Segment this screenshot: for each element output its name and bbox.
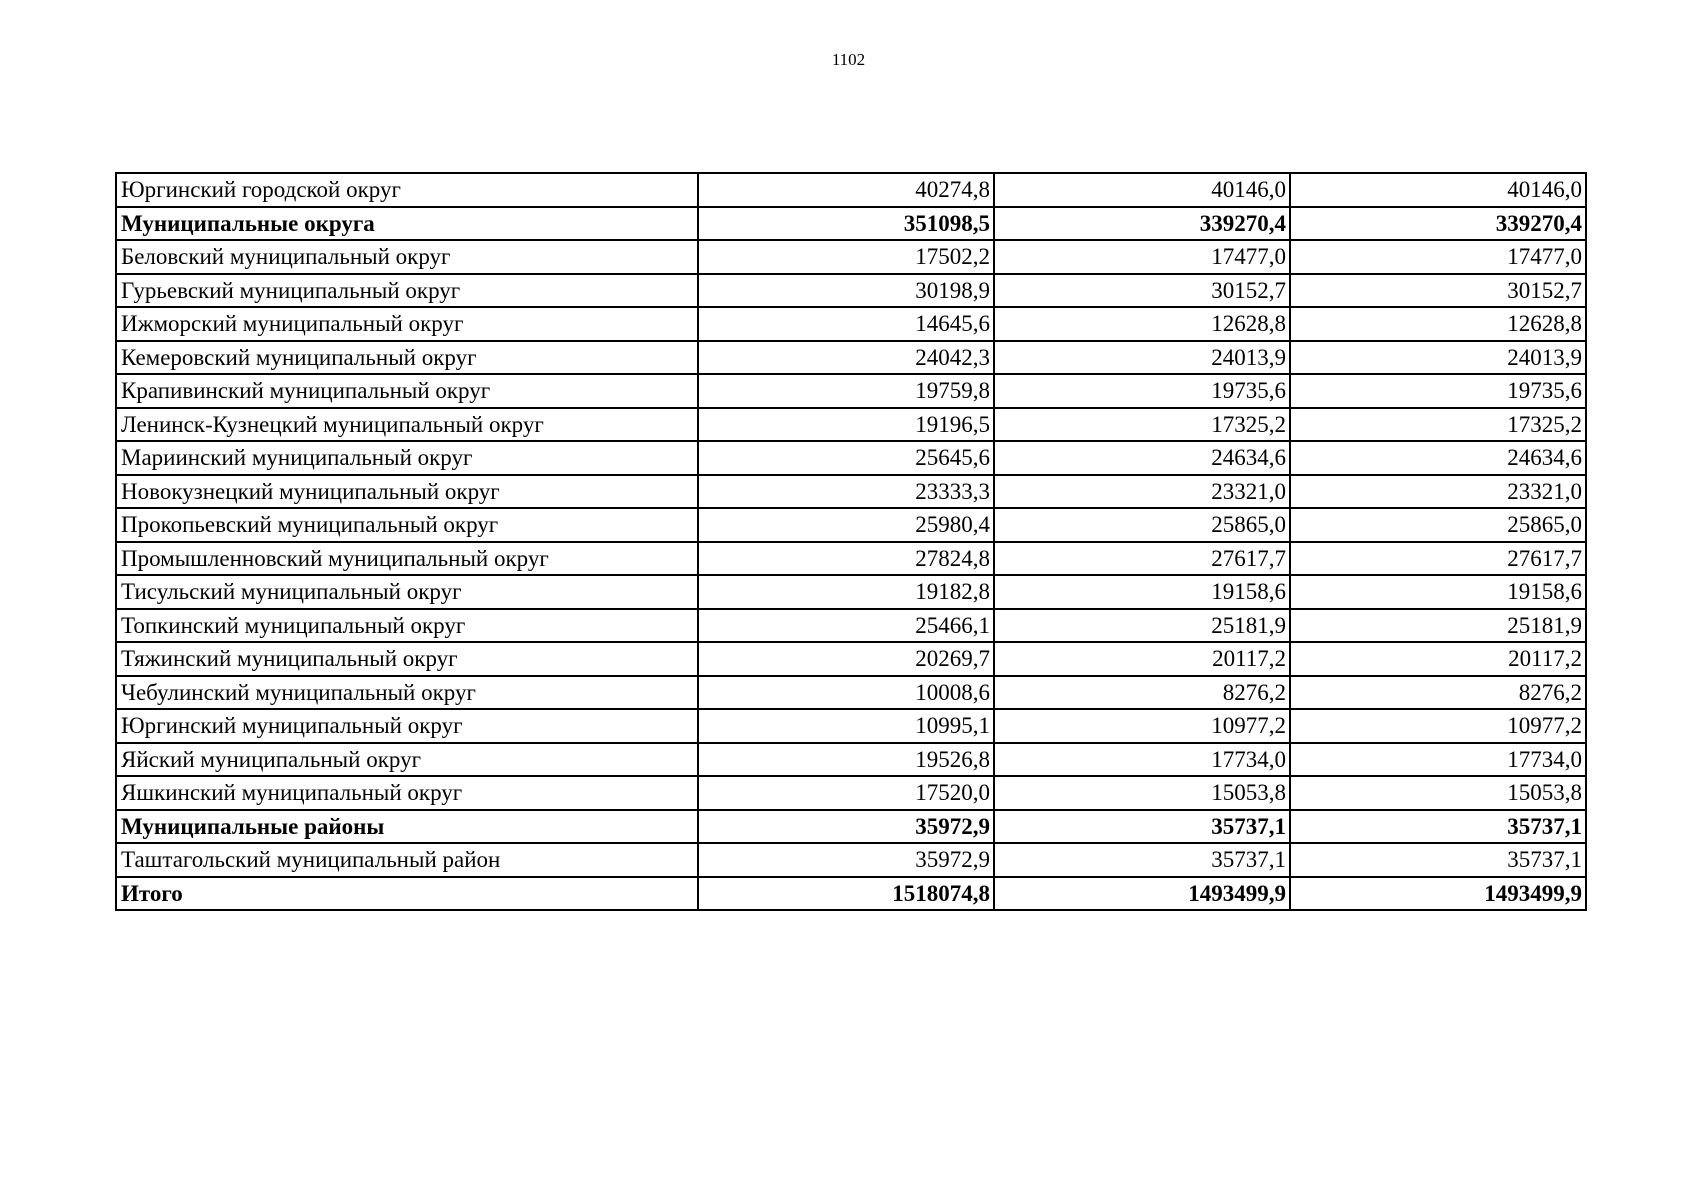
row-name-cell: Новокузнецкий муниципальный округ [116,475,698,509]
row-value-3-cell: 24634,6 [1290,441,1586,475]
row-value-2-cell: 339270,4 [994,207,1290,241]
row-value-2-cell: 10977,2 [994,709,1290,743]
row-value-3-cell: 15053,8 [1290,776,1586,810]
row-value-3-cell: 12628,8 [1290,307,1586,341]
row-value-2-cell: 25865,0 [994,508,1290,542]
table-row-subtotal [116,810,1586,844]
row-value-2-cell: 12628,8 [994,307,1290,341]
table-row [116,609,1586,643]
row-value-2-cell: 24013,9 [994,341,1290,375]
row-name-cell: Муниципальные округа [116,207,698,241]
row-value-1-cell: 19526,8 [698,743,994,777]
table-row [116,374,1586,408]
row-value-3-cell: 25865,0 [1290,508,1586,542]
row-value-3-cell: 17477,0 [1290,240,1586,274]
row-value-1-cell: 1518074,8 [698,877,994,911]
row-value-3-cell: 8276,2 [1290,676,1586,710]
row-value-2-cell: 17477,0 [994,240,1290,274]
row-value-3-cell: 339270,4 [1290,207,1586,241]
row-value-1-cell: 17520,0 [698,776,994,810]
row-name-cell: Прокопьевский муниципальный округ [116,508,698,542]
row-value-2-cell: 35737,1 [994,810,1290,844]
row-value-2-cell: 17734,0 [994,743,1290,777]
row-value-1-cell: 19196,5 [698,408,994,442]
row-value-2-cell: 17325,2 [994,408,1290,442]
table-row [116,709,1586,743]
row-value-3-cell: 40146,0 [1290,173,1586,207]
row-name-cell: Тисульский муниципальный округ [116,575,698,609]
row-value-1-cell: 19182,8 [698,575,994,609]
row-value-3-cell: 20117,2 [1290,642,1586,676]
row-value-1-cell: 19759,8 [698,374,994,408]
table-row-subtotal [116,207,1586,241]
row-value-2-cell: 20117,2 [994,642,1290,676]
row-name-cell: Беловский муниципальный округ [116,240,698,274]
row-name-cell: Чебулинский муниципальный округ [116,676,698,710]
row-value-2-cell: 1493499,9 [994,877,1290,911]
row-name-cell: Яшкинский муниципальный округ [116,776,698,810]
table-row [116,341,1586,375]
table-row [116,307,1586,341]
table-row-subtotal [116,877,1586,911]
table-row [116,441,1586,475]
row-value-3-cell: 10977,2 [1290,709,1586,743]
row-value-2-cell: 40146,0 [994,173,1290,207]
row-value-1-cell: 25980,4 [698,508,994,542]
row-name-cell: Яйский муниципальный округ [116,743,698,777]
row-value-2-cell: 25181,9 [994,609,1290,643]
page-number: 1102 [831,50,866,69]
row-value-3-cell: 25181,9 [1290,609,1586,643]
row-value-1-cell: 40274,8 [698,173,994,207]
row-value-2-cell: 23321,0 [994,475,1290,509]
budget-table [115,172,1587,911]
row-value-3-cell: 1493499,9 [1290,877,1586,911]
row-value-2-cell: 27617,7 [994,542,1290,576]
row-value-3-cell: 24013,9 [1290,341,1586,375]
table-row [116,542,1586,576]
row-name-cell: Тяжинский муниципальный округ [116,642,698,676]
row-value-1-cell: 10008,6 [698,676,994,710]
row-name-cell: Крапивинский муниципальный округ [116,374,698,408]
table-row [116,776,1586,810]
table-row [116,676,1586,710]
row-name-cell: Гурьевский муниципальный округ [116,274,698,308]
row-value-3-cell: 17734,0 [1290,743,1586,777]
row-name-cell: Муниципальные районы [116,810,698,844]
row-name-cell: Таштагольский муниципальный район [116,843,698,877]
table-row [116,475,1586,509]
row-value-3-cell: 35737,1 [1290,843,1586,877]
row-value-1-cell: 35972,9 [698,810,994,844]
row-name-cell: Ижморский муниципальный округ [116,307,698,341]
table-row [116,743,1586,777]
row-value-3-cell: 19158,6 [1290,575,1586,609]
row-value-2-cell: 35737,1 [994,843,1290,877]
row-value-1-cell: 25645,6 [698,441,994,475]
row-value-1-cell: 27824,8 [698,542,994,576]
row-name-cell: Промышленновский муниципальный округ [116,542,698,576]
row-value-1-cell: 25466,1 [698,609,994,643]
row-value-3-cell: 23321,0 [1290,475,1586,509]
table-row [116,508,1586,542]
row-value-2-cell: 24634,6 [994,441,1290,475]
row-value-1-cell: 30198,9 [698,274,994,308]
row-value-2-cell: 15053,8 [994,776,1290,810]
table-row [116,843,1586,877]
row-value-3-cell: 30152,7 [1290,274,1586,308]
table-row [116,642,1586,676]
row-name-cell: Юргинский городской округ [116,173,698,207]
row-value-1-cell: 17502,2 [698,240,994,274]
table-body [116,173,1586,910]
row-value-1-cell: 351098,5 [698,207,994,241]
row-value-3-cell: 27617,7 [1290,542,1586,576]
row-name-cell: Юргинский муниципальный округ [116,709,698,743]
row-value-1-cell: 10995,1 [698,709,994,743]
row-value-3-cell: 17325,2 [1290,408,1586,442]
row-value-3-cell: 19735,6 [1290,374,1586,408]
table-row [116,173,1586,207]
row-value-3-cell: 35737,1 [1290,810,1586,844]
row-name-cell: Кемеровский муниципальный округ [116,341,698,375]
row-name-cell: Итого [116,877,698,911]
table-row [116,274,1586,308]
table-row [116,240,1586,274]
row-value-1-cell: 14645,6 [698,307,994,341]
table-row [116,575,1586,609]
row-value-1-cell: 23333,3 [698,475,994,509]
row-value-2-cell: 19158,6 [994,575,1290,609]
row-value-2-cell: 8276,2 [994,676,1290,710]
row-value-2-cell: 19735,6 [994,374,1290,408]
row-name-cell: Топкинский муниципальный округ [116,609,698,643]
row-name-cell: Мариинский муниципальный округ [116,441,698,475]
row-value-1-cell: 20269,7 [698,642,994,676]
row-value-1-cell: 24042,3 [698,341,994,375]
table-row [116,408,1586,442]
row-value-1-cell: 35972,9 [698,843,994,877]
row-value-2-cell: 30152,7 [994,274,1290,308]
row-name-cell: Ленинск-Кузнецкий муниципальный округ [116,408,698,442]
